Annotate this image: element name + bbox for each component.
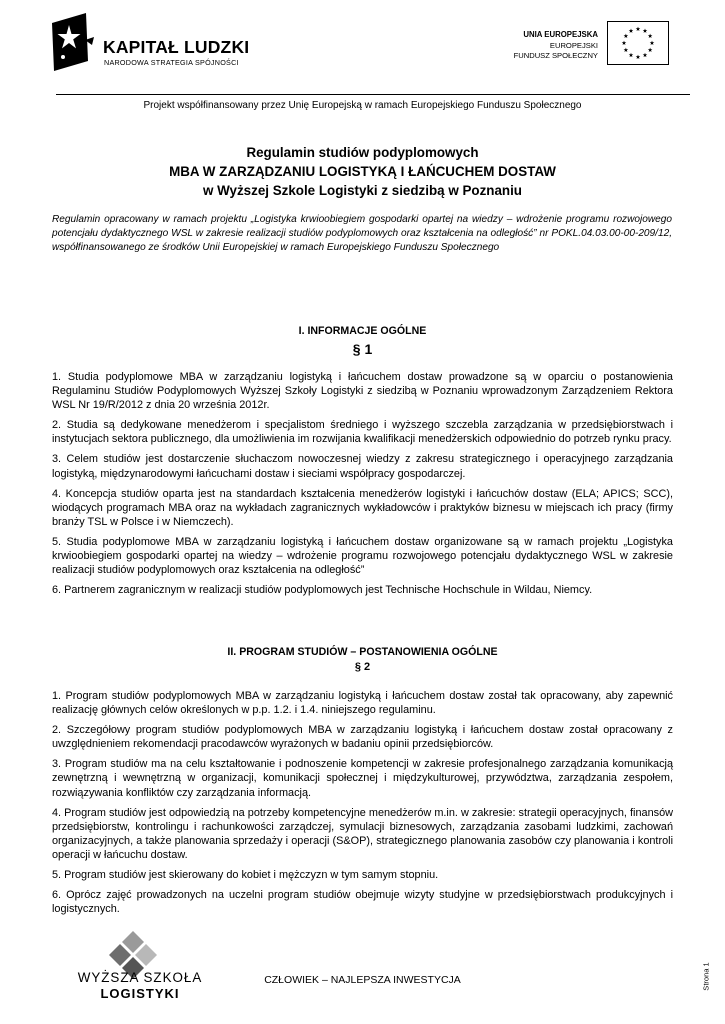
document-title-line-3: w Wyższej Szkole Logistyki z siedzibą w Poznaniu [203,183,522,198]
footer-motto: CZŁOWIEK – NAJLEPSZA INWESTYCJA [264,974,461,986]
section-2-item: 2. Szczegółowy program studiów podyplomowych MBA w zarządzaniu logistyką i łańcuchem dostaw został opracowany z uwzględnieniem rekomendacji pracodawców wyrażonych w badaniu opinii przedsiębiorców. [52,724,673,751]
document-title-line-1: Regulamin studiów podyplomowych [246,145,479,160]
section-2-item: 3. Program studiów ma na celu kształtowanie i podnoszenie kompetencji w zakresie profesjonalnego zarządzania komunikacją zewnętrzną i wewnętrzną w organizacji, komunikacji społecznej i międzykulturowej, przywództwa, zarządzania zespołem, rozwiązywania konfliktów czy zarządzania informacją. [52,758,673,799]
kapital-ludzki-title: KAPITAŁ LUDZKI [103,37,250,57]
section-1-item: 3. Celem studiów jest dostarczenie słuchaczom nowoczesnej wiedzy z zakresu strategicznego i operacyjnego zarządzania logistyką, międzynarodowymi łańcuchami dostaw i sieciami współpracy gospodarczej. [52,453,673,480]
section-2-item: 1. Program studiów podyplomowych MBA w zarządzaniu logistyką i łańcuchem dostaw został tak opracowany, aby zapewnić realizację głównych celów określonych w p.p. 1.2. i 1.4. niniejszego regulaminu. [52,690,673,717]
eu-line-2: EUROPEJSKI [549,40,598,50]
eu-fund-text [514,30,598,62]
section-2-paragraph-sign: § 2 [354,661,371,673]
section-1-items [52,370,673,597]
page-number-label: Strona 1 [701,962,711,991]
section-1-item: 6. Partnerem zagranicznym w realizacji studiów podyplomowych jest Technische Hochschule in Wildau, Niemcy. [52,584,593,597]
section-1-item: 5. Studia podyplomowe MBA w zarządzaniu logistyką i łańcuchem dostaw organizowane są w ramach projektu „Logistyka krwioobiegiem gospodarki opartej na wiedzy – wdrożenie programu rozwojowego potencjału dydaktycznego WSL w zakresie realizacji studiów podyplomowych oraz kształcenia na odległość” [52,535,673,577]
eu-line-3: FUNDUSZ SPOŁECZNY [513,51,598,60]
section-1-heading: I. INFORMACJE OGÓLNE [298,325,427,337]
kapital-ludzki-logo-icon [52,13,94,71]
section-1-item: 4. Koncepcja studiów oparta jest na standardach kształcenia menedżerów logistyki i łańcuchów dostaw (ELA; APICS; SCC), wiodących programach MBA oraz na wykładach zagranicznych wykładowców i praktyków biznesu w miejscach ich pracy (firmy branży TSL w Polsce i w Niemczech). [52,487,673,528]
section-2-item: 6. Oprócz zajęć prowadzonych na uczelni program studiów obejmuje wizyty studyjne w przedsiębiorstwach produkcyjnych i logistycznych. [52,889,673,916]
section-1-paragraph-sign: § 1 [352,341,373,357]
page-header [0,0,725,111]
document-title-line-2: MBA W ZARZĄDZANIU LOGISTYKĄ I ŁAŃCUCHEM DOSTAW [169,164,556,179]
wsl-name-line-1: WYŻSZA SZKOŁA [77,970,203,985]
section-2-item: 5. Program studiów jest skierowany do kobiet i mężczyzn w tym samym stopniu. [52,869,439,882]
intro-note: Regulamin opracowany w ramach projektu „Logistyka krwioobiegiem gospodarki opartej na wiedzy – wdrożenie programu rozwojowego potencjału dydaktycznego WSL w zakresie realizacji studiów podyplomowych oraz kształcenia na odległość” nr POKL.04.03.00-00-209/12, współfinansowanego ze środków Unii Europejskiej w ramach Europejskiego Funduszu Społecznego [52,214,672,253]
section-2-item: 4. Program studiów jest odpowiedzią na potrzeby kompetencyjne menedżerów m.in. w zakresie: strategii operacyjnych, finansów przedsiębiorstw, kontrolingu i rachunkowości zarządczej, symulacji biznesowych, zarządzania zasobami ludzkimi, zachowań organizacyjnych, a także planowania sprzedaży i operacji (S&OP), strategicznego planowania zasobów czy planowania i kontroli operacji w łańcuchu dostaw. [52,806,673,861]
header-divider [56,94,690,95]
section-2-heading: II. PROGRAM STUDIÓW – POSTANOWIENIA OGÓLNE [227,646,498,658]
page-number [700,960,712,996]
eu-flag-icon [607,21,669,65]
cofinancing-note: Projekt współfinansowany przez Unię Europejską w ramach Europejskiego Funduszu Społecznego [143,100,582,111]
eu-line-1: UNIA EUROPEJSKA [523,30,598,39]
kapital-ludzki-subtitle: NARODOWA STRATEGIA SPÓJNOŚCI [104,58,239,67]
section-2-items [52,689,673,916]
wsl-name-line-2: LOGISTYKI [100,986,180,1001]
section-1-item: 1. Studia podyplomowe MBA w zarządzaniu logistyką i łańcuchem dostaw prowadzone są w oparciu o postanowienia Regulaminu Studiów Podyplomowych Wyższej Szkoły Logistyki z siedzibą w Poznaniu wprowadzonym Zarządzeniem Rektora WSL Nr 19/R/2012 z dnia 20 września 2012r. [52,371,673,412]
section-1-item: 2. Studia są dedykowane menedżerom i specjalistom średniego i wyższego szczebla zarządzania w przedsiębiorstwach i instytucjach sektora publicznego, dla umożliwienia im rozwijania kwalifikacji menedżerskich odpowiednio do potrzeb rynku pracy. [52,419,673,446]
